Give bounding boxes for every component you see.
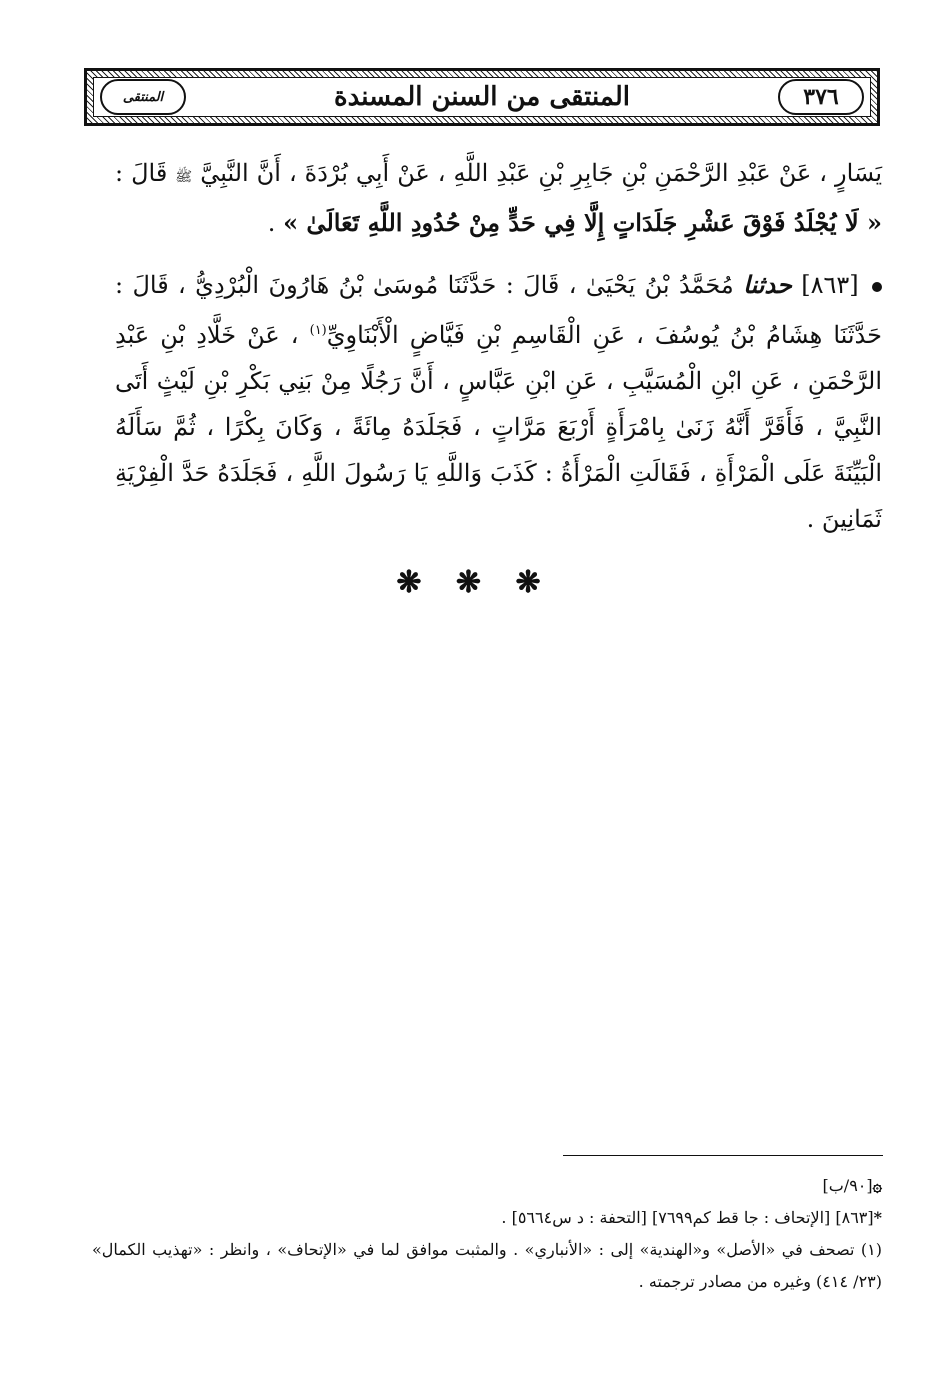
book-title: المنتقى من السنن المسندة [333,82,631,112]
haddathana-label: حدثنا [743,270,792,299]
honorific: ﷺ [175,169,193,185]
bullet-icon [872,282,882,292]
footnote-reference: (١) [309,323,327,338]
qal-label: قَالَ : [115,159,168,187]
paragraph-1 [115,150,882,246]
footnotes [92,1170,882,1298]
page-number: ٣٧٦ [778,79,864,115]
publisher-logo: المنتقى [100,79,186,115]
paragraph-2 [115,262,882,542]
page-header [84,68,880,126]
asterisk-mark: * [873,1208,882,1227]
ithaf-text: [٨٦٣] [الإتحاف : جا قط كم٧٦٩٩] [التحفة : د س٥٦٦٤] . [501,1208,874,1227]
footnote-1-number: (١) [860,1240,882,1259]
sentence-end: . [267,209,276,237]
section-separator: ❋ ❋ ❋ [396,565,553,600]
hadith-quote: « لَا يُجْلَدُ فَوْقَ عَشْرِ جَلَدَاتٍ إِلَّا فِي حَدٍّ مِنْ حُدُودِ اللَّهِ تَعَالَىٰ » [283,208,882,237]
hadith-text-part-1: مُحَمَّدُ بْنُ يَحْيَىٰ ، قَالَ : حَدَّثَنَا مُوسَىٰ بْنُ هَارُونَ الْبُرْدِيُّ ، قَالَ : حَدَّثَنَا هِشَامُ بْنُ يُوسُفَ ، عَنِ الْقَاسِمِ بْنِ فَيَّاضٍ الْأَبْنَاوِيِّ [115,271,882,349]
folio-text: [٩٠/ب] [822,1176,873,1195]
footnote-folio [92,1170,882,1202]
header-frame [93,77,871,117]
isnad-line: يَسَارٍ ، عَنْ عَبْدِ الرَّحْمَنِ بْنِ جَابِرِ بْنِ عَبْدِ اللَّهِ ، عَنْ أَبِي بُرْدَةَ ، أَنَّ النَّبِيَّ [200,159,882,187]
footnote-1 [92,1234,882,1298]
folio-mark-icon: ۞ [872,1176,882,1195]
hadith-number: [٨٦٣] [801,271,859,299]
hadith-text-part-2: ، عَنْ خَلَّادِ بْنِ عَبْدِ الرَّحْمَنِ ، عَنِ ابْنِ الْمُسَيَّبِ ، عَنِ ابْنِ عَبَّاسٍ ، أَنَّ رَجُلًا مِنْ بَنِي بَكْرِ بْنِ لَيْثٍ أَتَى النَّبِيَّ ، فَأَقَرَّ أَنَّهُ زَنَىٰ بِامْرَأَةٍ أَرْبَعَ مَرَّاتٍ ، فَجَلَدَهُ مِائَةً ، وَكَانَ بِكْرًا ، ثُمَّ سَأَلَهُ الْبَيِّنَةَ عَلَى الْمَرْأَةِ ، فَقَالَتِ الْمَرْأَةُ : كَذَبَ وَاللَّهِ يَا رَسُولَ اللَّهِ ، فَجَلَدَهُ حَدَّ الْفِرْيَةِ ثَمَانِينَ . [115,321,882,533]
footnote-ithaf [92,1202,882,1234]
footnote-divider [563,1155,883,1156]
footnote-1-text: تصحف في «الأصل» و«الهندية» إلى : «الأنباري» . والمثبت موافق لما في «الإتحاف» ، وانظر : «تهذيب الكمال» (٢٣/ ٤١٤) وغيره من مصادر ترجمته . [92,1240,882,1291]
